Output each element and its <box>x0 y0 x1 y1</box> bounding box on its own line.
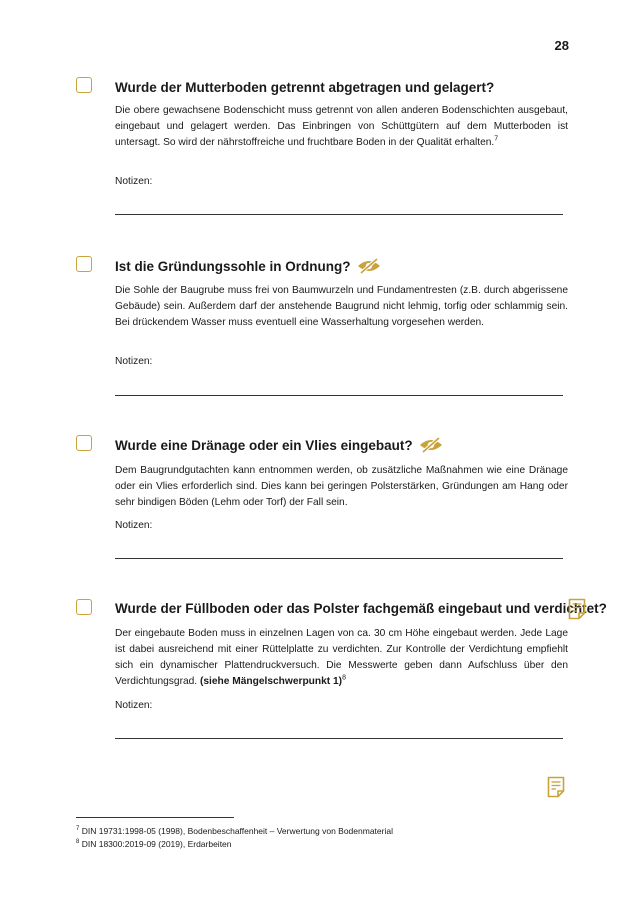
notes-line-1[interactable] <box>115 214 563 215</box>
question-title-3 <box>115 437 443 456</box>
question-title-1 <box>115 80 494 95</box>
hidden-eye-icon <box>357 258 381 277</box>
checkbox-1[interactable] <box>76 77 92 93</box>
question-body-1 <box>115 103 568 151</box>
notes-label-2: Notizen: <box>115 356 153 367</box>
footnote-number: 7 <box>76 826 80 833</box>
notes-label-4: Notizen: <box>115 700 153 711</box>
question-title-text: Wurde der Mutterboden getrennt abgetragen und gelagert? <box>115 80 495 95</box>
checkbox-3[interactable] <box>76 435 92 451</box>
body-text: Dem Baugrundgutachten kann entnommen werden, ob zusätzliche Maßnahmen wie eine Dränage oder ein Vlies erforderlich sind. Dies kann bei geringen Polsterstärken, Gründungen am Hang oder sehr bindigen Böden (Lehm oder Torf) der Fall sein. <box>115 465 568 508</box>
question-title-2 <box>115 258 381 277</box>
footnote-separator <box>76 817 234 818</box>
notes-line-2[interactable] <box>115 395 563 396</box>
footnote-ref-7[interactable]: 7 <box>494 135 499 143</box>
question-body-2 <box>115 283 568 331</box>
question-title-text: Ist die Gründungssohle in Ordnung? <box>115 259 351 275</box>
body-bold-reference[interactable]: (siehe Mängelschwerpunkt 1) <box>199 676 343 687</box>
question-title-text: Wurde eine Dränage oder ein Vlies eingebaut? <box>115 438 413 454</box>
notes-line-3[interactable] <box>115 558 563 559</box>
document-icon <box>568 598 586 625</box>
hidden-eye-icon <box>419 437 443 456</box>
notes-line-4[interactable] <box>115 738 563 739</box>
checkbox-4[interactable] <box>76 599 92 615</box>
footnote-7 <box>76 826 393 836</box>
notes-label-3: Notizen: <box>115 520 153 531</box>
footnote-8 <box>76 839 232 849</box>
footnote-ref-8[interactable]: 8 <box>342 674 346 682</box>
body-text: Der eingebaute Boden muss in einzelnen Lagen von ca. 30 cm Höhe eingebaut werden. Jede Lage ist dabei ausreichend mit einer Rüttelplatte zu verdichten. Zur Kontrolle der Verdichtung empfiehlt sich ein dynamischer Plattendruckversuch. Die Messwerte geben dann Aufschluss über den Verdichtungsgrad. <box>115 628 568 687</box>
body-text: Die Sohle der Baugrube muss frei von Baumwurzeln und Fundamentresten (z.B. durch abgerissene Gebäude) sein. Außerdem darf der anstehende Baugrund nicht lehmig, torfig oder schlammig sein. Bei drückendem Wasser muss eventuell eine Wasserhaltung vorgesehen werden. <box>115 285 568 328</box>
question-title-text: Wurde der Füllboden oder das Polster fachgemäß eingebaut und verdichtet? <box>115 601 607 616</box>
checkbox-2[interactable] <box>76 256 92 272</box>
footnote-text: DIN 19731:1998-05 (1998), Bodenbeschaffenheit – Verwertung von Bodenmaterial <box>81 826 393 836</box>
document-icon <box>547 776 565 803</box>
footnote-number: 8 <box>76 839 80 846</box>
question-title-4 <box>115 601 607 616</box>
body-text: Die obere gewachsene Bodenschicht muss getrennt von allen anderen Bodenschichten ausgebaut, eingebaut und gelagert werden. Das Einbringen von Schüttgütern auf dem Mutterboden ist untersagt. So wird der nährstoffreiche und fruchtbare Boden in der Qualität erhalten. <box>115 105 568 148</box>
footnote-text: DIN 18300:2019-09 (2019), Erdarbeiten <box>81 839 232 849</box>
page-number: 28 <box>554 38 569 53</box>
question-body-3 <box>115 463 568 511</box>
notes-label-1: Notizen: <box>115 176 153 187</box>
question-body-4 <box>115 626 568 690</box>
